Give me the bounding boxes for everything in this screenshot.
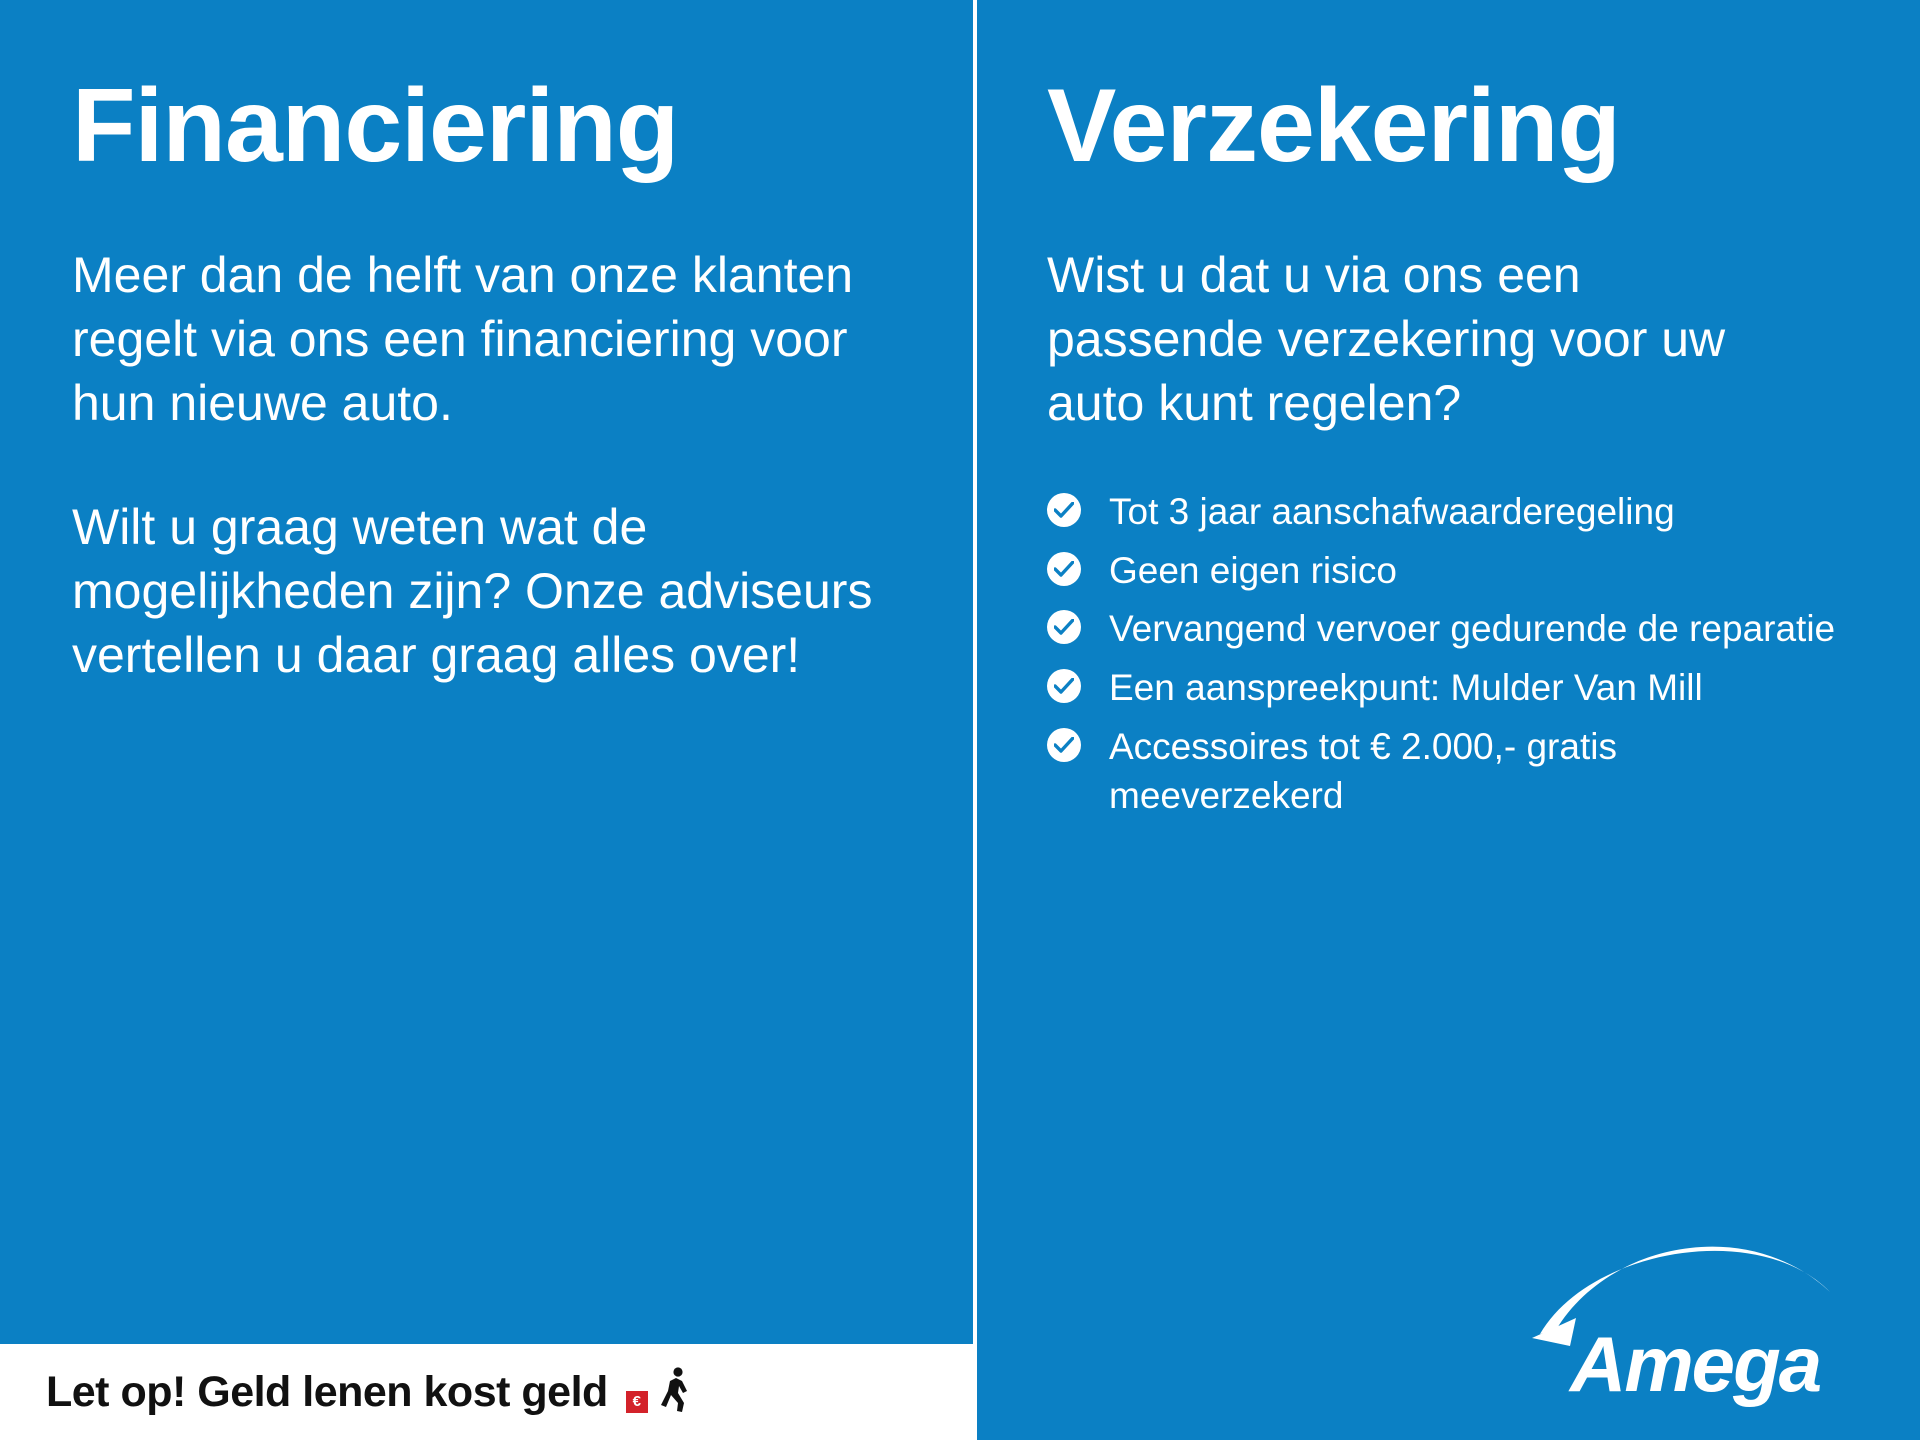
- list-item: [1047, 546, 1860, 596]
- amega-wordmark: Amega: [1570, 1320, 1821, 1408]
- check-circle-icon: [1047, 728, 1081, 762]
- verzekering-paragraph-1: Wist u dat u via ons een passende verzekering voor uw auto kunt regelen?: [1047, 247, 1726, 432]
- financiering-paragraph-1: Meer dan de helft van onze klanten regelt via ons een financiering voor hun nieuwe auto.: [72, 247, 854, 432]
- check-circle-icon: [1047, 669, 1081, 703]
- amega-logo: [1530, 1226, 1860, 1416]
- list-item: [1047, 663, 1860, 713]
- list-item-label: Een aanspreekpunt: Mulder Van Mill: [1109, 666, 1703, 708]
- list-item-label: Vervangend vervoer gedurende de reparatie: [1109, 608, 1836, 650]
- list-item-label: Tot 3 jaar aanschafwaarderegeling: [1109, 491, 1675, 533]
- euro-badge-icon: €: [626, 1391, 648, 1413]
- warning-footer: [0, 1344, 973, 1440]
- check-circle-icon: [1047, 610, 1081, 644]
- walking-person-icon: [658, 1367, 692, 1413]
- financiering-heading: Financiering: [72, 68, 679, 184]
- list-item-label: Accessoires tot € 2.000,- gratis meeverzekerd: [1109, 725, 1617, 817]
- verzekering-benefits-list: [1047, 487, 1860, 820]
- verzekering-heading: Verzekering: [1047, 68, 1620, 184]
- warning-icons: [626, 1369, 692, 1415]
- check-circle-icon: [1047, 493, 1081, 527]
- list-item: [1047, 487, 1860, 537]
- list-item: [1047, 604, 1860, 654]
- warning-text: Let op! Geld lenen kost geld: [46, 1367, 608, 1416]
- check-circle-icon: [1047, 552, 1081, 586]
- verzekering-column: [977, 0, 1920, 1440]
- financiering-paragraph-2: Wilt u graag weten wat de mogelijkheden zijn? Onze adviseurs vertellen u daar graag alles over!: [72, 499, 873, 684]
- list-item-label: Geen eigen risico: [1109, 549, 1397, 591]
- list-item: [1047, 722, 1860, 821]
